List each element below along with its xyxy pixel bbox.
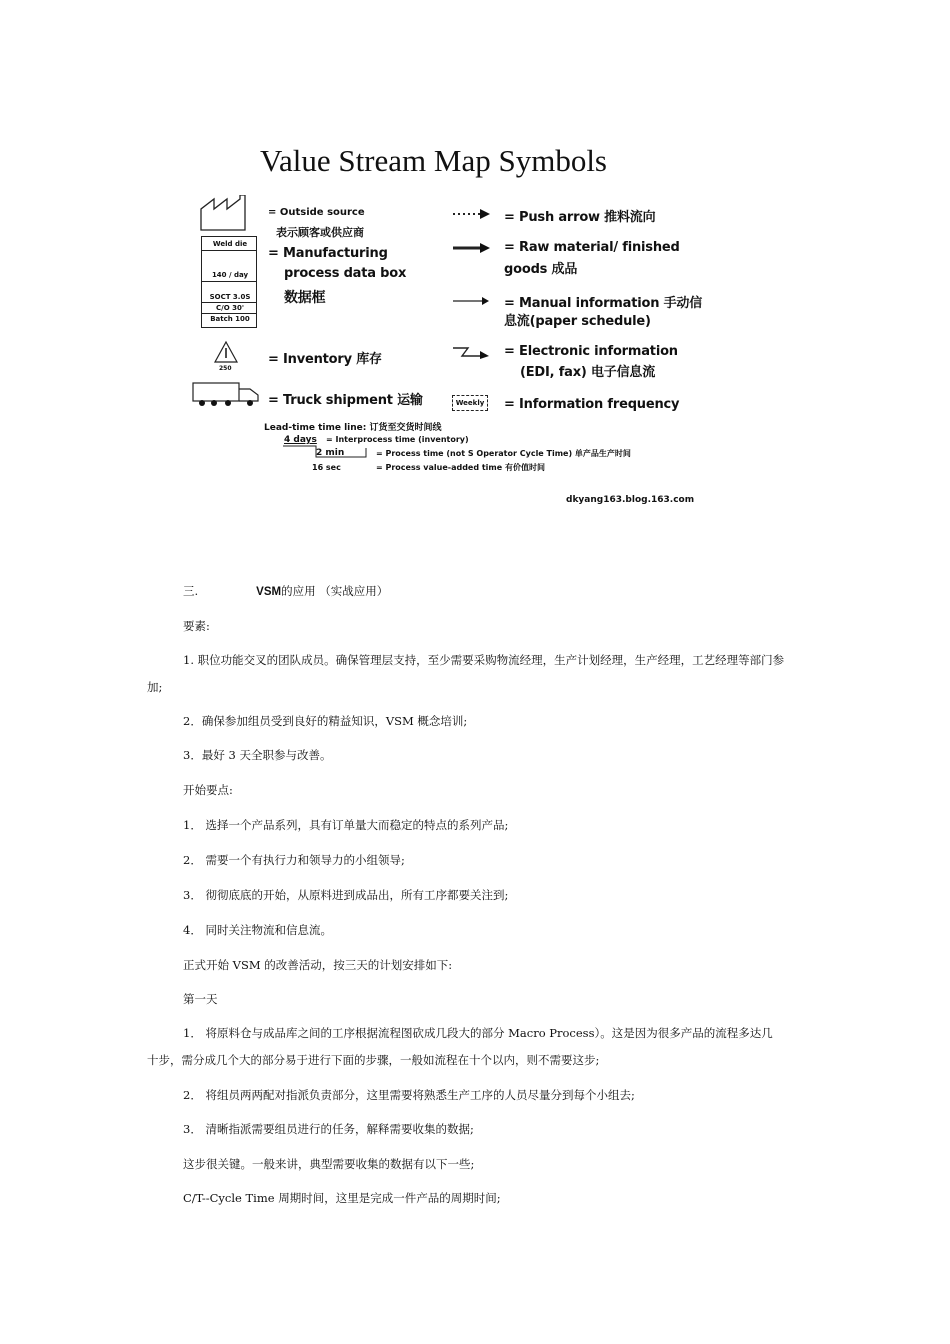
start-heading: 开始要点: (183, 783, 233, 797)
raw-material-arrow-icon (452, 242, 492, 254)
process-box-co: C/O 30' (216, 304, 244, 312)
manual-info-label2: 息流(paper schedule) (504, 314, 651, 329)
process-box-name: Weld die (212, 240, 248, 248)
timeline-title: Lead-time time line: 订货至交货时间线 (264, 423, 442, 433)
timeline-r1-value: 4 days (284, 435, 317, 445)
key-step-paragraph: 这步很关键。一般来讲，典型需要收集的数据有以下一些; (183, 1157, 475, 1171)
element-item-2: 2．确保参加组员受到良好的精益知识，VSM 概念培训; (183, 714, 468, 728)
weekly-box: Weekly (452, 395, 488, 411)
formal-start-paragraph: 正式开始 VSM 的改善活动，按三天的计划安排如下: (183, 958, 453, 972)
truck-label: = Truck shipment 运输 (268, 393, 423, 408)
element-item-1b: 加; (147, 680, 163, 694)
figure-title: Value Stream Map Symbols (260, 143, 607, 178)
electronic-info-label1: = Electronic information (504, 344, 678, 359)
day-one-item-2: 2． 将组员两两配对指派负责部分，这里需要将熟悉生产工序的人员尽量分到每个小组去; (183, 1088, 635, 1102)
process-box-batch: Batch 100 (210, 315, 250, 323)
process-box-sub2: 数据框 (284, 290, 326, 306)
process-data-box (201, 236, 257, 328)
manual-info-arrow-icon (452, 295, 492, 307)
day-one-heading: 第一天 (183, 992, 218, 1006)
push-arrow-icon (452, 208, 492, 220)
timeline-r3-value: 16 sec (312, 463, 341, 472)
truck-icon (192, 381, 262, 409)
element-item-1a: 1. 职位功能交叉的团队成员。确保管理层支持，至少需要采购物流经理，生产计划经理，生产经理，工艺经理等部门参 (183, 653, 785, 667)
section-number: 三. (183, 584, 199, 598)
process-box-socket: SOCT 3.0S (209, 293, 251, 301)
outside-source-label: = Outside source (268, 207, 365, 218)
day-one-item-1a: 1． 将原料仓与成品库之间的工序根据流程图砍成几段大的部分 Macro Process）。这是因为很多产品的流程多达几 (183, 1026, 773, 1040)
process-box-label: = Manufacturing (268, 246, 388, 261)
raw-material-label1: = Raw material/ finished (504, 240, 680, 255)
raw-material-label2: goods 成品 (504, 262, 578, 277)
figure-credit: dkyang163.blog.163.com (566, 495, 695, 505)
process-box-sub1: process data box (284, 266, 407, 281)
section-title: 的应用 （实战应用） (281, 584, 389, 598)
section-heading (183, 586, 388, 599)
timeline-r1-label: = Interprocess time (inventory) (326, 435, 469, 444)
day-one-item-1b: 十步，需分成几个大的部分易于进行下面的步骤，一般如流程在十个以内，则不需要这步; (147, 1053, 600, 1067)
outside-source-sub: 表示顾客或供应商 (276, 226, 364, 239)
electronic-info-label2: (EDI, fax) 电子信息流 (520, 365, 655, 380)
manual-info-label1: = Manual information 手动信 (504, 296, 703, 311)
timeline-r3-label: = Process value-added time 有价值时间 (376, 463, 545, 472)
cycle-time-paragraph: C/T--Cycle Time 周期时间，这里是完成一件产品的周期时间; (183, 1191, 501, 1205)
vsm-symbols-figure (190, 135, 710, 515)
factory-icon (200, 195, 254, 231)
inventory-label: = Inventory 库存 (268, 352, 382, 367)
process-box-rate: 140 / day (211, 271, 249, 279)
start-item-3: 3． 彻彻底底的开始，从原料进到成品出，所有工序都要关注到; (183, 888, 509, 902)
electronic-info-arrow-icon (452, 345, 492, 359)
timeline-r2-label: = Process time (not S Operator Cycle Time) 单产品生产时间 (376, 449, 631, 458)
start-item-4: 4． 同时关注物流和信息流。 (183, 923, 332, 937)
section-vsm: VSM (256, 586, 282, 598)
info-frequency-label: = Information frequency (504, 397, 680, 412)
inventory-count: 250 (219, 365, 232, 372)
elements-heading: 要素: (183, 619, 210, 633)
element-item-3: 3．最好 3 天全职参与改善。 (183, 748, 332, 762)
day-one-item-3: 3． 清晰指派需要组员进行的任务，解释需要收集的数据; (183, 1122, 474, 1136)
start-item-2: 2． 需要一个有执行力和领导力的小组领导; (183, 853, 405, 867)
start-item-1: 1． 选择一个产品系列，具有订单量大而稳定的特点的系列产品; (183, 818, 509, 832)
timeline-r2-value: 2 min (316, 448, 345, 458)
push-arrow-label: = Push arrow 推料流向 (504, 210, 656, 225)
